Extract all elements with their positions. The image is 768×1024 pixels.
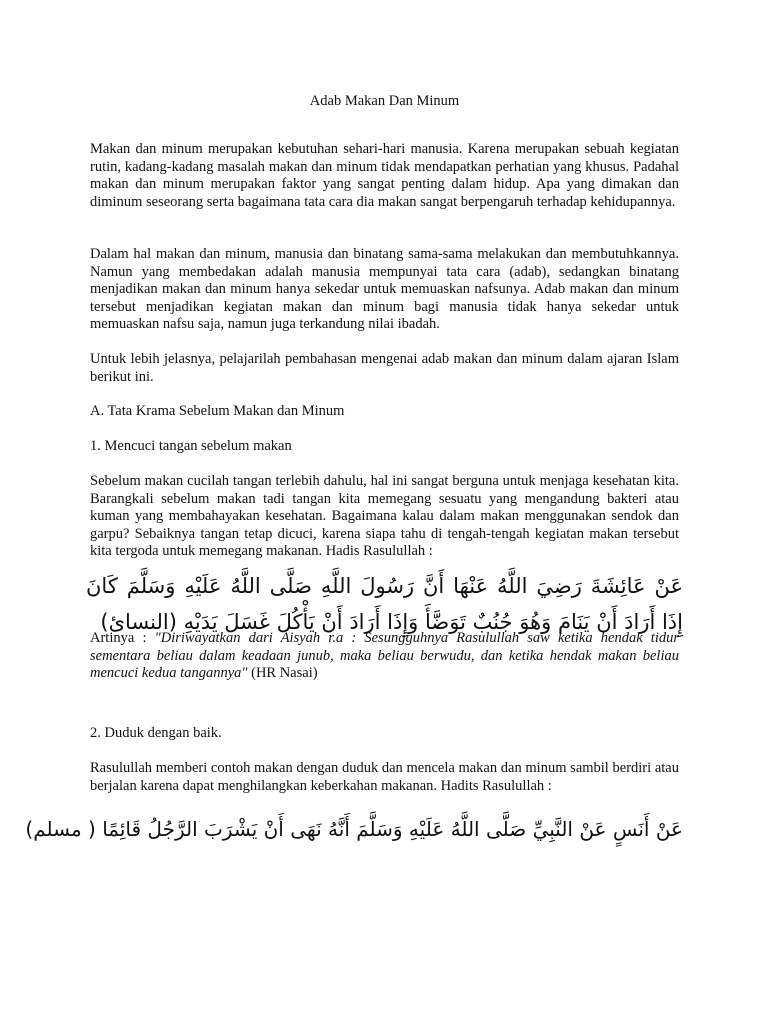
item-heading-2: 2. Duduk dengan baik.: [90, 725, 222, 741]
translation-paragraph: [90, 630, 679, 683]
arabic-hadith-2: عَنْ أَنَسٍ عَنْ النَّبِيِّ صَلَّى اللَّهُ عَلَيْهِ وَسَلَّمَ أَنَّهُ نَهَى أَنْ يَشْرَبَ الرَّجُلُ قَائِمًا ( مسلم): [25, 817, 683, 841]
paragraph-intro: Makan dan minum merupakan kebutuhan sehari-hari manusia. Karena merupakan sebuah kegiatan rutin, kadang-kadang masalah makan dan minum tidak mendapatkan perhatian yang khusus. Padahal makan dan minum merupakan faktor yang sangat penting dalam hidup. Apa yang dimakan dan diminum seseorang serta bagaimana tata cara dia makan sangat berpengaruh terhadap kehidupannya.: [90, 141, 679, 210]
paragraph-adab: Dalam hal makan dan minum, manusia dan binatang sama-sama melakukan dan membutuhkannya. Namun yang membedakan adalah manusia mempunyai tata cara (adab), sedangkan binatang menjadikan makan dan minum hanya sekedar untuk memuaskan nafsunya. Adab makan dan minum tersebut menjadikan kegiatan makan dan minum bagi manusia tidak hanya sekedar untuk memuaskan nafsu saja, namun juga terkandung nilai ibadah.: [90, 246, 679, 332]
translation-text: "Diriwayatkan dari Aisyah r.a : Sesungguhnya Rasulullah saw ketika hendak tidur sementara beliau dalam keadaan junub, maka beliau berwudu, dan ketika hendak makan beliau mencuci kedua tangannya": [90, 630, 679, 681]
document-title: Adab Makan Dan Minum: [309, 93, 460, 109]
item-heading-1: 1. Mencuci tangan sebelum makan: [90, 438, 292, 454]
translation-label: Artinya :: [90, 630, 155, 646]
translation-source: (HR Nasai): [247, 665, 318, 681]
section-heading-a: A. Tata Krama Sebelum Makan dan Minum: [90, 403, 345, 419]
item-body-1: Sebelum makan cucilah tangan terlebih dahulu, hal ini sangat berguna untuk menjaga kesehatan kita. Barangkali sebelum makan tadi tangan kita memegang sesuatu yang mengandung bakteri atau kuman yang membahayakan kesehatan. Bagaimana kalau dalam makan menggunakan sendok dan garpu? Sebaiknya tangan tetap dicuci, karena siapa tahu di tengah-tengah kegiatan makan tersebut kita tergoda untuk memegang makanan. Hadis Rasulullah :: [90, 473, 679, 559]
arabic-hadith-1: عَنْ عَائِشَةَ رَضِيَ اللَّهُ عَنْهَا أَنَّ رَسُولَ اللَّهِ صَلَّى اللَّهُ عَلَيْهِ وَسَلَّمَ كَانَ إِذَا أَرَادَ أَنْ يَنَامَ وَهُوَ جُنُبٌ تَوَضَّأَ وَإِذَا أَرَادَ أَنْ يَأْكُلَ غَسَلَ يَدَيْهِ (النساىٔ): [86, 574, 683, 634]
paragraph-explanation: Untuk lebih jelasnya, pelajarilah pembahasan mengenai adab makan dan minum dalam ajaran Islam berikut ini.: [90, 351, 679, 385]
item-body-2: Rasulullah memberi contoh makan dengan duduk dan mencela makan dan minum sambil berdiri atau berjalan karena dapat menghilangkan keberkahan makanan. Hadits Rasulullah :: [90, 760, 679, 794]
